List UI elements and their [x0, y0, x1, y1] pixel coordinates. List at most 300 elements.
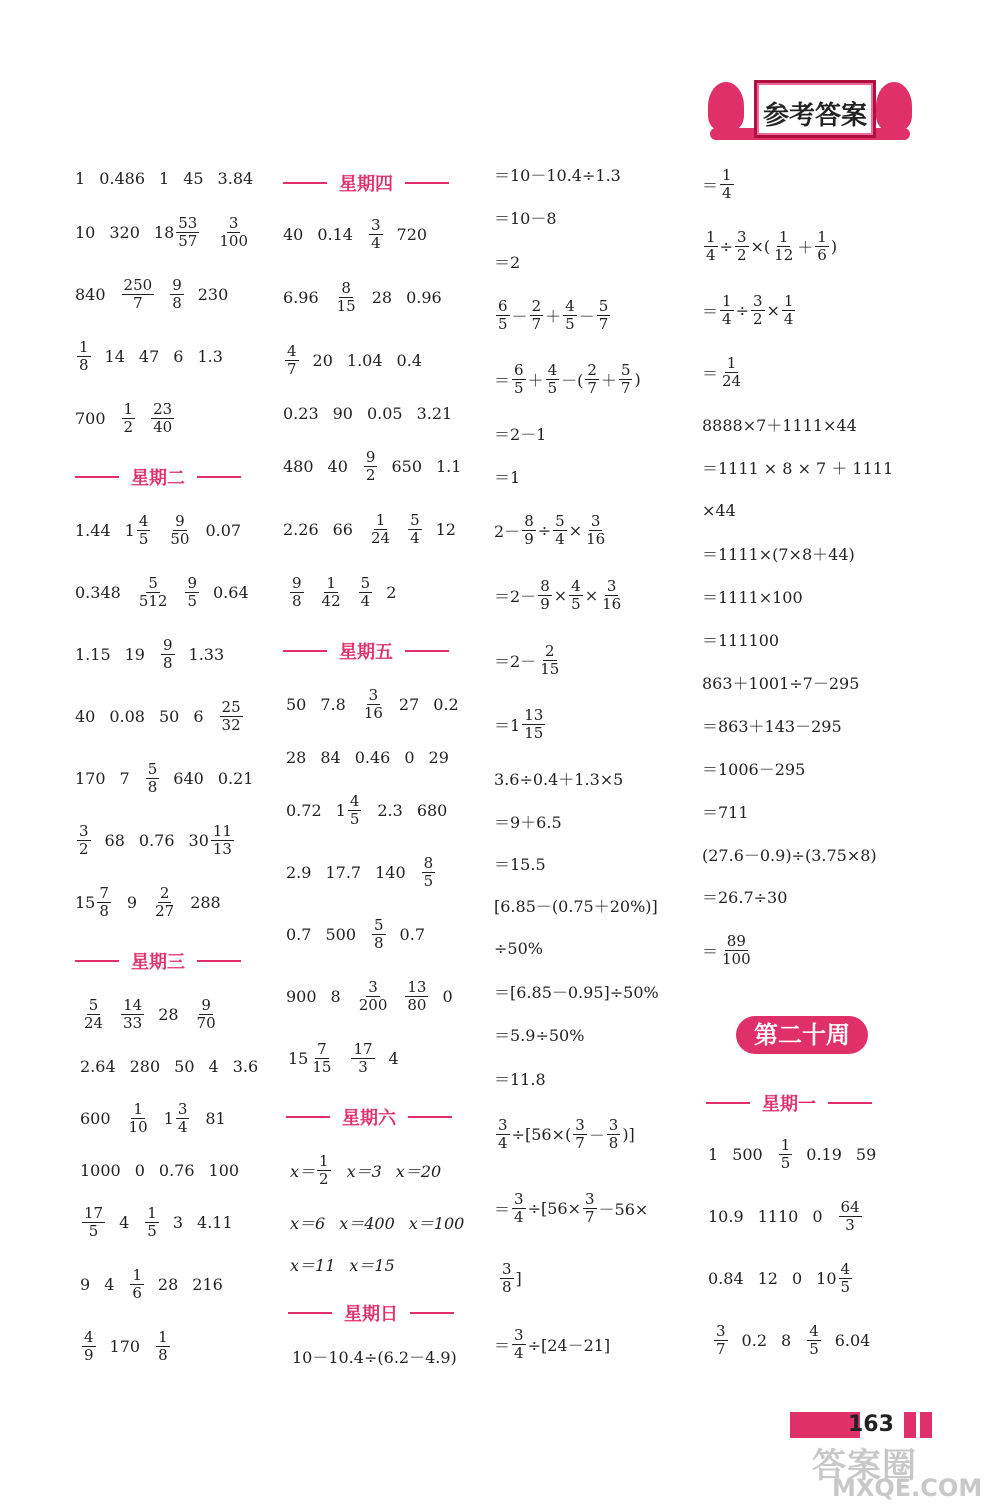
denominator: 8 — [502, 1277, 512, 1296]
calc-line — [494, 928, 543, 968]
divider — [283, 182, 327, 184]
numerator: 6 — [514, 360, 524, 379]
calc-line — [702, 533, 855, 573]
answer-value: 0.08 — [109, 706, 145, 726]
denominator: 70 — [196, 1013, 216, 1032]
fraction — [496, 1117, 510, 1152]
numerator: 9 — [201, 995, 211, 1014]
operator: ＝ — [702, 941, 719, 961]
denominator: 15 — [312, 1057, 332, 1076]
numerator: 5 — [88, 995, 99, 1014]
answer-value: 4 — [119, 1212, 130, 1232]
divider — [75, 960, 119, 962]
answer-value: 27 — [398, 694, 420, 714]
numerator: 2 — [587, 360, 597, 379]
denominator: 7 — [587, 378, 597, 397]
numerator: 2 — [159, 883, 170, 902]
answer-value: 7 — [119, 768, 130, 788]
numerator: 3 — [79, 821, 89, 840]
numerator: 3 — [514, 1189, 524, 1208]
numerator: 3 — [590, 511, 601, 530]
denominator: 4 — [360, 591, 371, 610]
denominator: 24 — [84, 1013, 104, 1032]
denominator: 5 — [840, 1277, 851, 1296]
answer-value: 0.05 — [366, 403, 403, 423]
calc-step: ＝[6.85－0.95]÷50% — [494, 982, 659, 1002]
calc-step: 10－10.4÷(6.2－4.9) — [292, 1347, 457, 1367]
section-title: 星期二 — [131, 468, 185, 489]
answer-value: 0.72 — [286, 800, 322, 820]
numerator: 53 — [178, 213, 198, 232]
answer-row — [286, 737, 463, 777]
fraction — [704, 229, 718, 264]
numerator: 3 — [514, 1325, 524, 1344]
denominator: 2 — [319, 1169, 329, 1188]
denominator: 9 — [524, 529, 534, 548]
operator: ÷ — [735, 300, 749, 320]
answer-value: 216 — [192, 1274, 223, 1294]
answer-value: 720 — [396, 224, 428, 244]
denominator: 4 — [722, 183, 732, 202]
calc-step: ＝111100 — [702, 630, 780, 650]
mixed-number — [288, 1041, 335, 1076]
fraction — [720, 933, 753, 968]
numerator: 3 — [736, 227, 747, 246]
equation: x＝11 — [290, 1255, 336, 1275]
answer-value: 8 — [330, 986, 341, 1006]
numerator: 17 — [84, 1203, 104, 1222]
calc-line — [702, 791, 749, 831]
fraction — [735, 229, 749, 264]
operator: × — [568, 520, 583, 540]
fraction — [170, 277, 184, 312]
fraction — [130, 1267, 144, 1302]
denominator: 6 — [132, 1283, 142, 1302]
section-header-monday — [706, 1088, 884, 1118]
answer-value: 0.2 — [741, 1330, 767, 1350]
denominator: 15 — [524, 723, 544, 742]
denominator: 7 — [584, 1207, 595, 1226]
denominator: 33 — [123, 1013, 143, 1032]
answer-row — [283, 277, 456, 317]
fraction — [161, 637, 175, 672]
denominator: 100 — [219, 231, 248, 250]
fraction — [77, 339, 91, 374]
answer-value: 3 — [172, 1212, 184, 1232]
page-marker — [904, 1412, 916, 1438]
answer-value: 900 — [286, 986, 317, 1006]
fraction — [217, 215, 250, 250]
denominator: 9 — [540, 594, 550, 613]
fraction — [538, 643, 561, 678]
calc-step: ＝11.8 — [494, 1069, 546, 1089]
denominator: 16 — [363, 703, 383, 722]
section-title: 星期五 — [339, 642, 393, 663]
watermark-url: MXQE.COM — [832, 1474, 983, 1502]
equation: x＝100 — [408, 1213, 465, 1233]
answer-value: 2 — [386, 582, 397, 602]
denominator: 8 — [158, 1345, 168, 1364]
equation — [290, 1153, 333, 1188]
answer-row — [75, 696, 257, 736]
calc-line — [702, 226, 837, 266]
calc-line — [702, 490, 736, 530]
fraction — [807, 1323, 821, 1358]
numerator: 23 — [153, 399, 173, 418]
answer-value: 230 — [197, 284, 229, 304]
operator: ＝2－ — [494, 586, 537, 606]
answer-value: 6 — [193, 706, 204, 726]
calc-step: ＝2 — [494, 252, 521, 272]
divider — [405, 182, 449, 184]
answer-row — [283, 446, 475, 486]
denominator: 5 — [547, 378, 558, 397]
denominator: 2 — [79, 839, 89, 858]
divider — [408, 1116, 452, 1118]
numerator: 3 — [752, 291, 763, 310]
numerator: 17 — [353, 1039, 373, 1058]
calc-step: ＝5.9÷50% — [494, 1025, 585, 1045]
numerator: 1 — [726, 353, 737, 372]
answer-value: 14 — [104, 346, 125, 366]
answer-value: 480 — [283, 456, 314, 476]
operator: －( — [561, 370, 584, 390]
answer-value: 12 — [435, 519, 456, 539]
answer-value: 3.6 — [232, 1056, 259, 1076]
operator: ＝2－ — [494, 651, 537, 671]
numerator: 2 — [544, 641, 555, 660]
fraction — [619, 362, 633, 397]
answer-value: 20 — [312, 350, 333, 370]
answer-row — [283, 509, 470, 549]
numerator: 9 — [172, 275, 182, 294]
fraction — [496, 298, 510, 333]
fraction — [176, 215, 199, 250]
fraction — [772, 229, 795, 264]
calc-step: ＝15.5 — [494, 854, 546, 874]
calc-step: ＝1111×100 — [702, 587, 803, 607]
denominator: 50 — [170, 529, 190, 548]
denominator: 4 — [177, 1117, 188, 1136]
answer-value: 0.21 — [217, 768, 254, 788]
calc-line — [702, 705, 842, 745]
answer-row — [80, 1264, 237, 1304]
fraction — [597, 298, 611, 333]
answer-row — [75, 634, 238, 674]
answer-row — [75, 510, 255, 550]
answer-value: 0.4 — [396, 350, 422, 370]
numerator: 1 — [722, 165, 732, 184]
answer-row — [80, 1098, 240, 1138]
answer-row — [75, 572, 263, 612]
numerator: 4 — [547, 360, 558, 379]
denominator: 2 — [365, 465, 376, 484]
calc-line — [494, 295, 612, 335]
numerator: 89 — [726, 931, 746, 950]
calc-line — [702, 930, 755, 970]
numerator: 4 — [840, 1259, 851, 1278]
numerator: 1 — [783, 291, 794, 310]
page-marker — [920, 1412, 932, 1438]
numerator: 9 — [162, 635, 173, 654]
operator: ) — [634, 369, 641, 389]
answer-row — [286, 790, 461, 830]
calc-step: ＝1111 × 8 × 7 ＋ 1111 — [702, 458, 894, 478]
calc-step: 863＋1001÷7－295 — [702, 673, 860, 693]
calc-step: [6.85－(0.75＋20%)] — [494, 896, 658, 916]
denominator: 12 — [774, 245, 794, 264]
answer-value: 0 — [791, 1268, 803, 1288]
numerator: 1 — [780, 1135, 791, 1154]
answer-row — [80, 1202, 247, 1242]
numerator: 13 — [524, 705, 544, 724]
calc-line — [702, 164, 736, 204]
answer-row — [80, 1150, 253, 1190]
answer-value: 4 — [208, 1056, 219, 1076]
answer-row — [708, 1196, 876, 1236]
operator: ＝ — [702, 175, 719, 195]
calc-line — [702, 619, 779, 659]
calc-step: ＝10－10.4÷1.3 — [494, 165, 621, 185]
calc-line — [702, 352, 745, 392]
answer-value: 0.96 — [406, 287, 442, 307]
denominator: 200 — [358, 995, 388, 1014]
calc-line — [702, 748, 805, 788]
answer-value: 10 — [75, 222, 96, 242]
numerator: 1 — [778, 227, 789, 246]
fraction — [546, 362, 560, 397]
numerator: 4 — [349, 791, 360, 810]
cartoon-figure-right-icon — [876, 82, 912, 130]
answer-value: 40 — [75, 706, 96, 726]
calc-line — [702, 876, 787, 916]
denominator: 4 — [722, 309, 732, 328]
denominator: 5 — [565, 314, 575, 333]
denominator: 8 — [292, 591, 302, 610]
answer-value: 1 — [75, 168, 86, 188]
answer-row — [283, 214, 441, 254]
operator: ×( — [750, 236, 771, 256]
operator: －56× — [598, 1199, 649, 1219]
answer-value: 10.9 — [708, 1206, 744, 1226]
fraction — [839, 1199, 862, 1234]
answer-value: 680 — [416, 800, 448, 820]
denominator: 5 — [780, 1153, 791, 1172]
numerator: 3 — [606, 576, 617, 595]
answer-value: 1000 — [80, 1160, 121, 1180]
numerator: 8 — [540, 576, 550, 595]
calc-step: 8888×7＋1111×44 — [702, 415, 857, 435]
fraction — [320, 575, 343, 610]
denominator: 8 — [172, 293, 182, 312]
answer-value: 170 — [109, 1336, 141, 1356]
equation: x＝400 — [339, 1213, 395, 1233]
calc-step: ＝863＋143－295 — [702, 716, 842, 736]
equation: x＝20 — [395, 1161, 442, 1181]
section-header-saturday — [286, 1102, 464, 1132]
numerator: 1 — [326, 573, 336, 592]
numerator: 3 — [370, 215, 381, 234]
answer-value: 0.486 — [99, 168, 145, 188]
numerator: 3 — [177, 1099, 188, 1118]
denominator: 2 — [736, 245, 747, 264]
fraction — [82, 997, 105, 1032]
fraction — [779, 1137, 793, 1172]
calc-step: ＝1 — [494, 467, 521, 487]
numerator: 13 — [407, 977, 427, 996]
numerator: 1 — [147, 1203, 157, 1222]
numerator: 5 — [360, 573, 371, 592]
answer-banner — [700, 72, 922, 152]
whole-part: 1 — [124, 520, 135, 540]
answer-value: 4 — [104, 1274, 115, 1294]
calc-step: 3.6÷0.4＋1.3×5 — [494, 769, 624, 789]
fraction — [372, 917, 386, 952]
denominator: 4 — [555, 529, 565, 548]
calc-step: ÷50% — [494, 938, 543, 958]
operator: ＝ — [702, 363, 719, 383]
answer-value: 0 — [442, 986, 453, 1006]
denominator: 4 — [706, 245, 716, 264]
calc-line — [702, 662, 859, 702]
operator: × — [584, 585, 599, 605]
denominator: 2 — [752, 309, 763, 328]
denominator: 5 — [147, 1221, 157, 1240]
numerator: 8 — [423, 853, 434, 872]
denominator: 5 — [423, 871, 434, 890]
answer-row — [75, 398, 188, 438]
answer-value: 500 — [325, 924, 356, 944]
mixed-number — [164, 1101, 192, 1136]
numerator: 1 — [123, 399, 134, 418]
fraction — [153, 885, 176, 920]
numerator: 5 — [620, 360, 631, 379]
answer-value: 9 — [126, 892, 138, 912]
answer-row — [75, 882, 235, 922]
fraction — [573, 1117, 587, 1152]
section-header-wednesday — [75, 946, 253, 976]
answer-value: 59 — [855, 1144, 877, 1164]
whole-part: 1 — [335, 800, 346, 820]
answer-value: 320 — [109, 222, 140, 242]
divider — [706, 1102, 750, 1104]
fraction — [290, 575, 304, 610]
numerator: 8 — [341, 278, 351, 297]
answer-row — [286, 914, 439, 954]
calc-line — [494, 1188, 648, 1228]
numerator: 5 — [598, 296, 609, 315]
numerator: 4 — [809, 1321, 819, 1340]
fraction — [405, 979, 428, 1014]
answer-value: 1.44 — [75, 520, 111, 540]
answer-value: 12 — [757, 1268, 778, 1288]
denominator: 24 — [722, 371, 742, 390]
operator: × — [766, 300, 780, 320]
answer-value: 50 — [174, 1056, 195, 1076]
section-title: 星期一 — [762, 1094, 816, 1115]
fraction — [364, 449, 378, 484]
answer-value: 280 — [129, 1056, 161, 1076]
calc-step: ＝711 — [702, 802, 749, 822]
divider — [197, 960, 241, 962]
calc-line — [494, 359, 641, 399]
answer-row — [75, 336, 237, 376]
answer-value: 0.76 — [138, 830, 175, 850]
numerator: 3 — [584, 1189, 595, 1208]
cartoon-figure-left-icon — [708, 82, 744, 130]
fraction — [146, 761, 160, 796]
calc-line — [494, 885, 658, 925]
denominator: 5 — [514, 378, 524, 397]
denominator: 27 — [155, 901, 175, 920]
whole-part: 1 — [163, 1108, 174, 1128]
answer-row — [75, 274, 242, 314]
operator: － — [588, 1125, 605, 1145]
fraction — [137, 513, 151, 548]
denominator: 5 — [571, 594, 581, 613]
answer-row — [708, 1134, 890, 1174]
answer-value: 6.04 — [834, 1330, 871, 1350]
fraction — [408, 512, 422, 547]
answer-value: 6.96 — [283, 287, 319, 307]
fraction — [121, 997, 144, 1032]
fraction — [512, 362, 526, 397]
answer-value: 1.04 — [346, 350, 383, 370]
answer-row — [290, 1202, 478, 1242]
answer-row — [288, 1038, 413, 1078]
answer-value: 1.15 — [75, 644, 111, 664]
denominator: 7 — [716, 1339, 726, 1358]
numerator: 3 — [502, 1259, 512, 1278]
operator: － — [511, 306, 528, 326]
answer-value: 0.19 — [806, 1144, 842, 1164]
denominator: 5 — [498, 314, 508, 333]
answer-row — [290, 1150, 455, 1190]
calc-step: ×44 — [702, 500, 736, 520]
fraction — [569, 578, 583, 613]
denominator: 42 — [321, 591, 341, 610]
denominator: 4 — [410, 528, 420, 547]
banner-title: 参考答案 — [762, 101, 867, 131]
answer-row — [286, 852, 449, 892]
operator: ＝ — [702, 301, 719, 321]
fraction — [782, 293, 796, 328]
numerator: 5 — [374, 915, 384, 934]
answer-value: 66 — [332, 519, 353, 539]
answer-value: 4.11 — [197, 1212, 233, 1232]
answer-value: 600 — [80, 1108, 111, 1128]
section-header-tuesday — [75, 462, 253, 492]
numerator: 6 — [498, 296, 508, 315]
answer-value: 50 — [158, 706, 180, 726]
fraction — [310, 1041, 333, 1076]
answer-row — [75, 158, 267, 198]
denominator: 4 — [783, 309, 794, 328]
answer-value: 100 — [208, 1160, 240, 1180]
calc-line — [292, 1336, 471, 1376]
section-title: 星期六 — [342, 1108, 396, 1129]
calc-line — [494, 510, 609, 550]
numerator: 11 — [212, 821, 232, 840]
denominator: 7 — [133, 293, 143, 312]
numerator: 4 — [287, 341, 297, 360]
answer-value: 170 — [75, 768, 106, 788]
section-title: 星期四 — [339, 174, 393, 195]
section-header-thursday — [283, 168, 461, 198]
answer-row — [712, 1320, 884, 1360]
fraction — [156, 1329, 170, 1364]
answer-row — [286, 976, 467, 1016]
